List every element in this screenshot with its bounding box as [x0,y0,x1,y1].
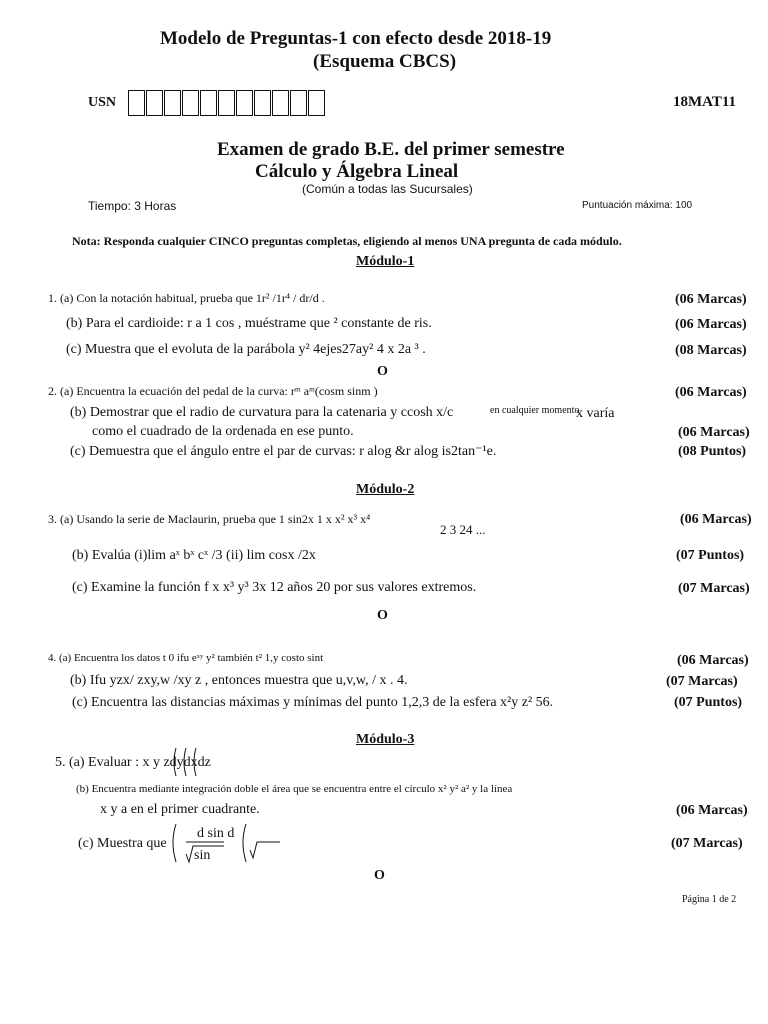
usn-box[interactable] [164,90,181,116]
question-3a: 3. (a) Usando la serie de Maclaurin, prueba que 1 sin2x 1 x x² x³ x⁴ [48,512,371,526]
question-3b: (b) Evalúa (i)lim aˣ bˣ cˣ /3 (ii) lim cosx /2x [72,548,316,563]
common-note: (Común a todas las Sucursales) [302,182,473,196]
question-2c: (c) Demuestra que el ángulo entre el par de curvas: r alog &r alog is2tan⁻¹e. [70,444,497,459]
question-2b-marks: (06 Marcas) [678,425,750,440]
exam-title: Examen de grado B.E. del primer semestre [217,139,565,160]
question-4c: (c) Encuentra las distancias máximas y mínimas del punto 1,2,3 de la esfera x²y z² 56. [72,695,554,710]
page-number: Página 1 de 2 [682,894,737,905]
question-5c-numerator: d sin d [197,826,235,841]
usn-box[interactable] [218,90,235,116]
triple-integral-icon [168,746,208,778]
question-2b-small: en cualquier momento [490,405,580,416]
question-3c-marks: (07 Marcas) [678,581,750,596]
usn-box[interactable] [128,90,145,116]
question-5c-marks: (07 Marcas) [671,836,743,851]
question-4a: 4. (a) Encuentra los datos t 0 ifu eˣʸ y² también t² 1,y costo sint [48,652,324,664]
integral-fraction-icon [168,820,288,866]
instructions-note: Nota: Responda cualquier CINCO preguntas completas, eligiendo al menos UNA pregunta de cada módulo. [72,234,622,248]
question-1a: 1. (a) Con la notación habitual, prueba que 1r² /1r⁴ / dr/d . [48,291,325,305]
question-5b-marks: (06 Marcas) [676,803,748,818]
usn-label: USN [88,95,117,110]
question-1a-marks: (06 Marcas) [675,292,747,307]
question-4c-marks: (07 Puntos) [674,695,743,710]
or-separator: O [377,364,388,379]
usn-box[interactable] [290,90,307,116]
usn-box[interactable] [182,90,199,116]
or-separator: O [377,608,388,623]
question-2b-line2: como el cuadrado de la ordenada en ese punto. [92,424,354,439]
question-2a: 2. (a) Encuentra la ecuación del pedal de la curva: rᵐ aᵐ(cosm sinm ) [48,384,378,398]
title-line2: (Esquema CBCS) [313,51,457,72]
module-3-heading: Módulo-3 [356,732,415,747]
question-5c-denominator: sin [194,848,211,863]
question-4b-marks: (07 Marcas) [666,674,738,689]
usn-box[interactable] [308,90,325,116]
question-1c: (c) Muestra que el evoluta de la parábola y² 4ejes27ay² 4 x 2a ³ . [66,342,426,357]
usn-box[interactable] [254,90,271,116]
time-limit: Tiempo: 3 Horas [88,199,177,213]
question-2c-marks: (08 Puntos) [678,444,747,459]
question-2b-end: x varía [576,406,615,421]
question-5a: 5. (a) Evaluar : x y zdydxdz [55,755,211,770]
module-2-heading: Módulo-2 [356,482,415,497]
question-4a-marks: (06 Marcas) [677,653,749,668]
or-separator: O [374,868,385,883]
question-1b: (b) Para el cardioide: r a 1 cos , muéstrame que ² constante de ris. [66,316,432,331]
question-4b: (b) Ifu yzx/ zxy,w /xy z , entonces muestra que u,v,w, / x . 4. [70,673,408,688]
usn-box[interactable] [200,90,217,116]
question-3c: (c) Examine la función f x x³ y³ 3x 12 años 20 por sus valores extremos. [72,580,477,595]
max-marks: Puntuación máxima: 100 [582,200,693,211]
question-3a-denominators: 2 3 24 ... [440,522,486,537]
usn-box[interactable] [236,90,253,116]
question-2a-marks: (06 Marcas) [675,385,747,400]
question-1b-marks: (06 Marcas) [675,317,747,332]
title-line1: Modelo de Preguntas-1 con efecto desde 2018-19 [160,28,552,49]
question-5b-line2: x y a en el primer cuadrante. [100,802,260,817]
subject-title: Cálculo y Álgebra Lineal [255,161,459,182]
usn-box[interactable] [146,90,163,116]
question-5b-line1: (b) Encuentra mediante integración doble el área que se encuentra entre el círculo x² y² a² y la línea [76,783,513,795]
question-5c: (c) Muestra que [78,836,167,851]
question-3b-marks: (07 Puntos) [676,548,745,563]
question-1c-marks: (08 Marcas) [675,343,747,358]
usn-box[interactable] [272,90,289,116]
module-1-heading: Módulo-1 [356,254,415,269]
course-code: 18MAT11 [673,94,737,110]
question-2b-line1: (b) Demostrar que el radio de curvatura para la catenaria y ccosh x/c [70,405,454,420]
question-3a-marks: (06 Marcas) [680,512,752,527]
